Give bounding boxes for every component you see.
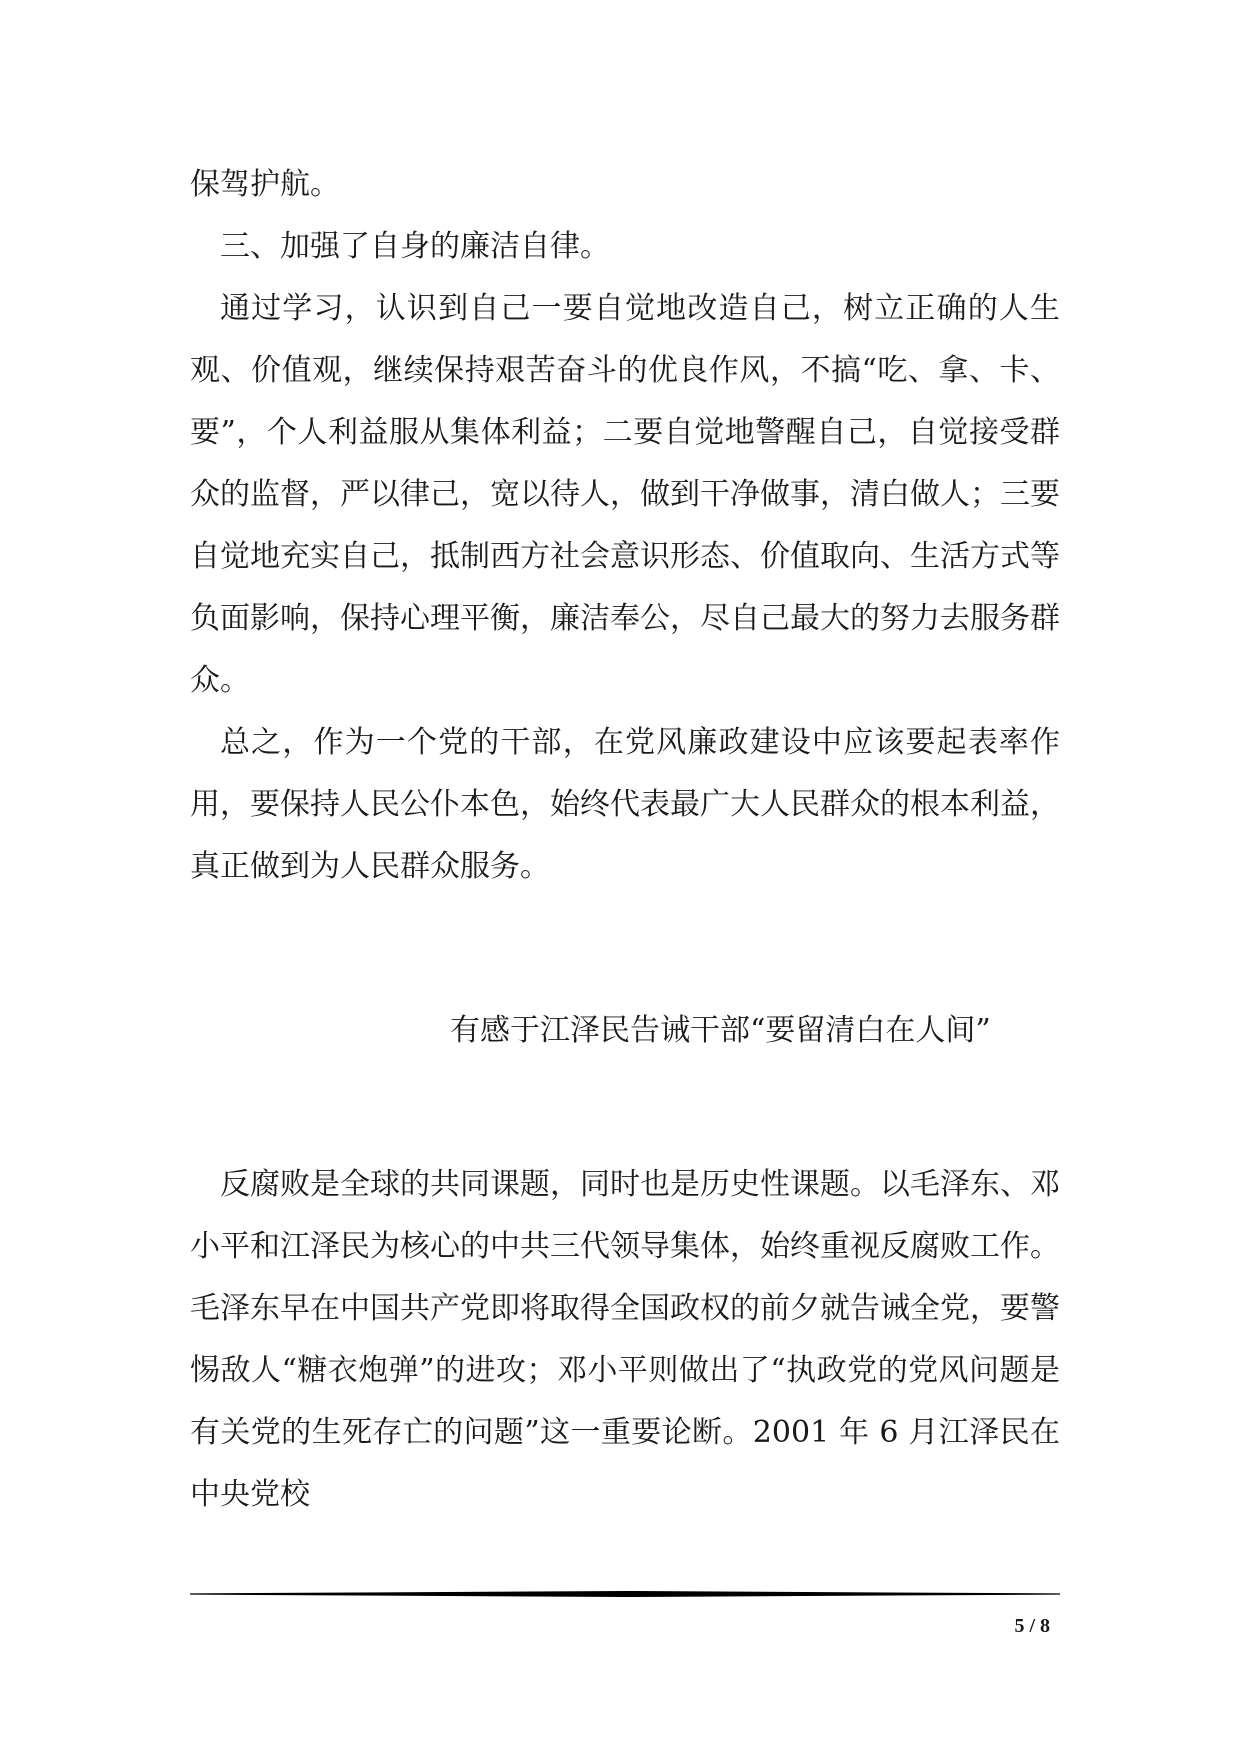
page-number: 5 / 8 bbox=[1014, 1615, 1050, 1637]
body-text-bottom bbox=[190, 1154, 1060, 1526]
paragraph-continuation: 保驾护航。 bbox=[190, 167, 340, 202]
paragraph: 总之，作为一个党的干部，在党风廉政建设中应该要起表率作用，要保持人民公仆本色，始终代表最广大人民群众的根本利益，真正做到为人民群众服务。 bbox=[190, 725, 1060, 884]
article-title: 有感于江泽民告诫干部“要留清白在人间” bbox=[450, 1013, 991, 1048]
paragraph: 反腐败是全球的共同课题，同时也是历史性课题。以毛泽东、邓小平和江泽民为核心的中共三代领导集体，始终重视反腐败工作。毛泽东早在中国共产党即将取得全国政权的前夕就告诫全党，要警惕敌人“糖衣炮弹”的进攻；邓小平则做出了“执政党的党风问题是有关党的生死存亡的问题”这一重要论断。2001 年 6 月江泽民在中央党校 bbox=[190, 1167, 1060, 1512]
footer-divider bbox=[190, 1591, 1060, 1597]
body-text-top bbox=[190, 154, 1060, 898]
paragraph: 通过学习，认识到自己一要自觉地改造自己，树立正确的人生观、价值观，继续保持艰苦奋斗的优良作风，不搞“吃、拿、卡、要”，个人利益服从集体利益；二要自觉地警醒自己，自觉接受群众的监督，严以律己，宽以待人，做到干净做事，清白做人；三要自觉地充实自己，抵制西方社会意识形态、价值取向、生活方式等负面影响，保持心理平衡，廉洁奉公，尽自己最大的努力去服务群众。 bbox=[190, 291, 1060, 698]
section-heading: 三、加强了自身的廉洁自律。 bbox=[220, 229, 610, 264]
